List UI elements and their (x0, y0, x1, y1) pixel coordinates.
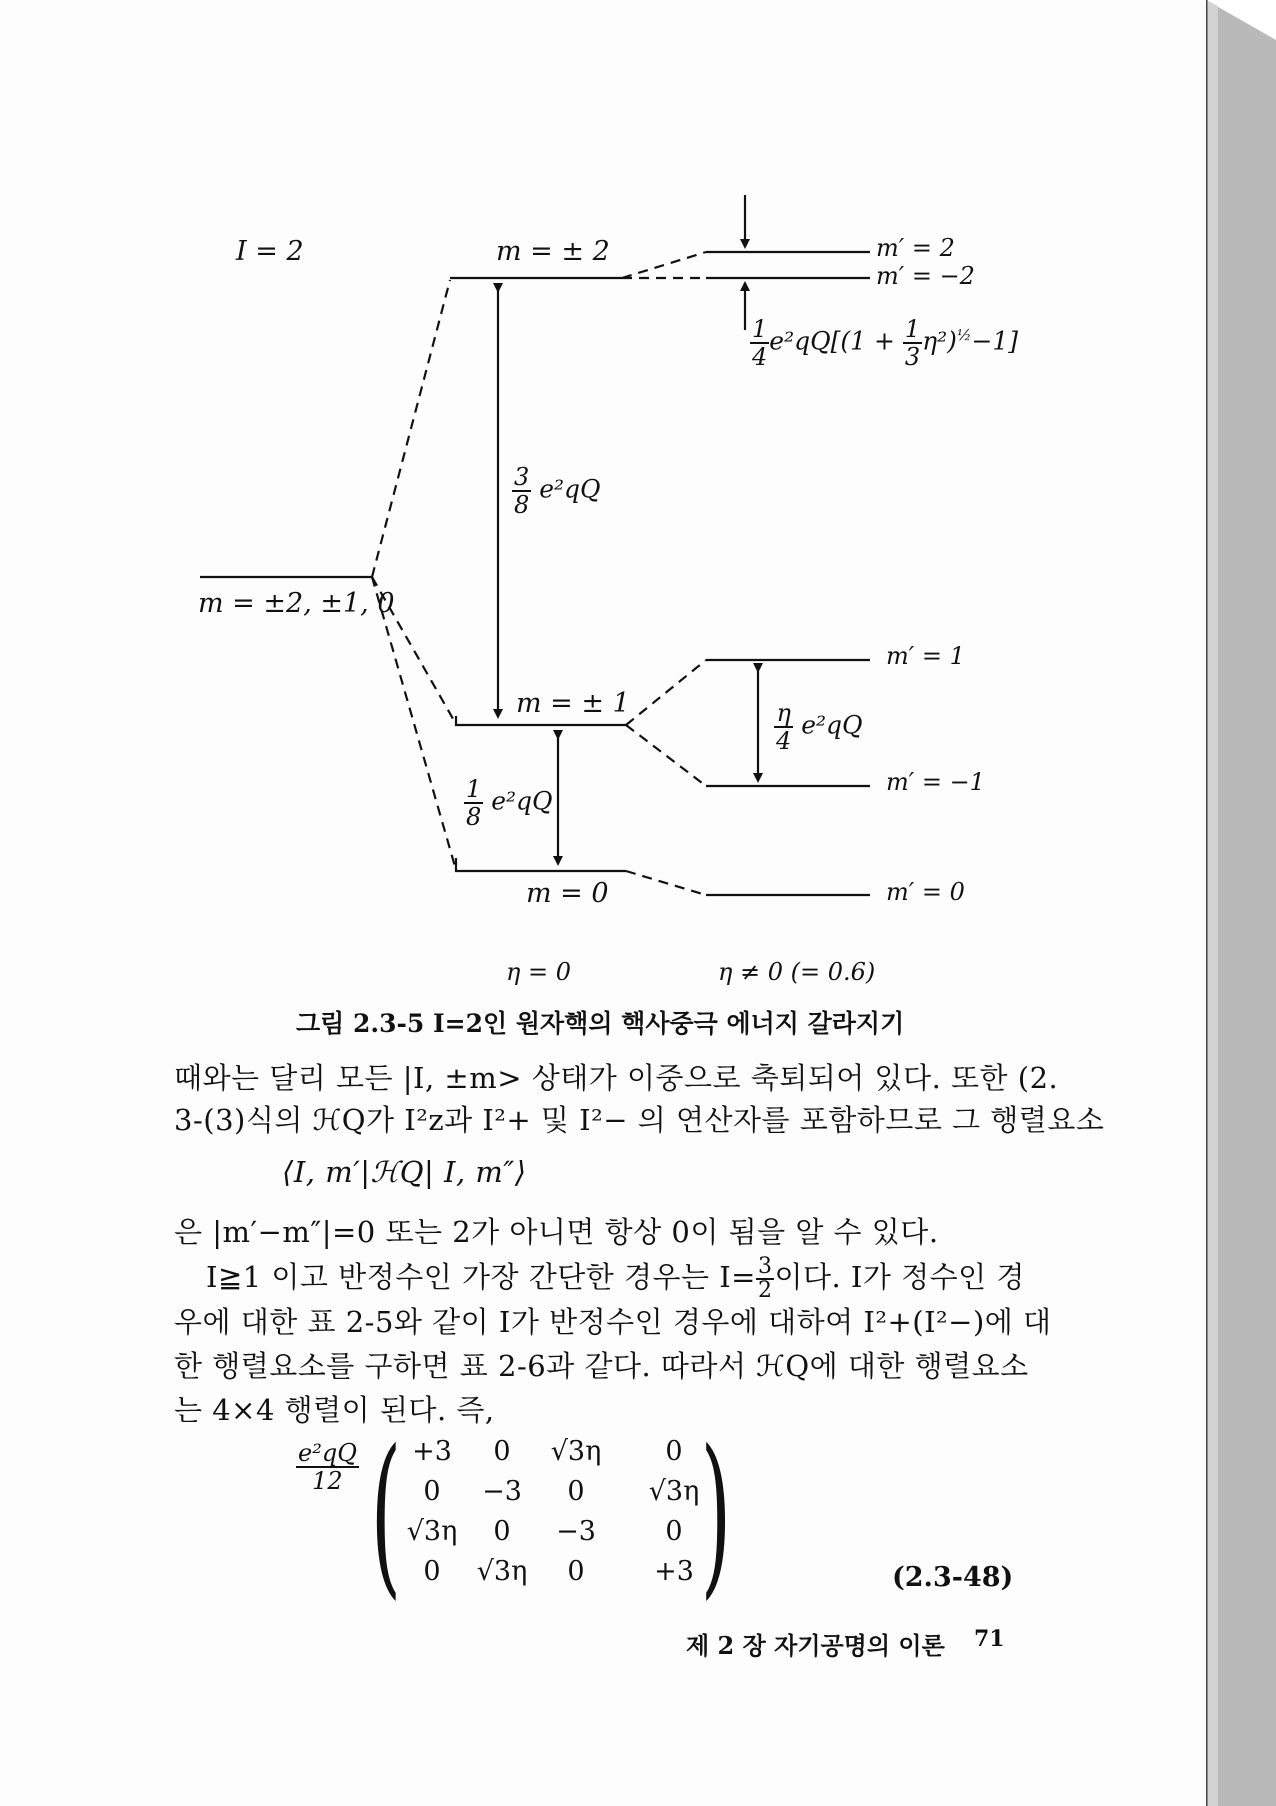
prefactor-denominator: 12 (312, 1467, 343, 1495)
frac-three-halves: $\frac{3}{2}$ (757, 1254, 773, 1303)
left-level-label: m = ±2, ±1, 0 (198, 588, 395, 619)
mp-0-label: m′ = 0 (886, 878, 965, 906)
matrix-cell: −3 (556, 1516, 596, 1547)
figure-caption: 그림 2.3-5 I=2인 원자핵의 핵사중극 에너지 갈라지기 (296, 1009, 905, 1038)
matrix-cell: 0 (423, 1476, 441, 1507)
matrix-cell: −3 (482, 1476, 522, 1507)
dash-split-neg1 (626, 725, 706, 786)
frac-one-quarter: $\frac{1}{4}$ (752, 315, 768, 371)
matrix-cell: 0 (567, 1476, 585, 1507)
body-line-3: 은 |m′−m″|=0 또는 2가 아니면 항상 0이 됨을 알 수 있다. (174, 1215, 939, 1249)
matrix-element-bracket: ⟨I, m′|ℋQ| I, m″⟩ (282, 1155, 527, 1189)
eta-zero-label: η = 0 (506, 958, 572, 986)
matrix-cell: 0 (493, 1516, 511, 1547)
matrix-cell: 0 (423, 1556, 441, 1587)
top-split-end: −1] (971, 326, 1019, 356)
prefactor-numerator: e²qQ (298, 1439, 357, 1467)
page-number: 71 (974, 1626, 1005, 1652)
m-0-label: m = 0 (526, 878, 609, 909)
body-line-6: 한 행렬요소를 구하면 표 2-6과 같다. 따라서 ℋQ에 대한 행렬요소 (174, 1349, 1029, 1383)
body-line-2: 3-(3)식의 ℋQ가 I²z과 I²+ 및 I²− 의 연산자를 포함하므로 그 행렬요소 (174, 1103, 1105, 1137)
body-line-1: 때와는 달리 모든 |I, ±m> 상태가 이중으로 축퇴되어 있다. 또한 (2. (174, 1061, 1059, 1095)
top-split-eta: η²) (922, 326, 957, 356)
m-pm1-label: m = ± 1 (516, 688, 630, 719)
matrix-cell: √3η (476, 1556, 528, 1587)
top-split-mid: e²qQ[(1 + (769, 326, 903, 356)
equation-number: (2.3-48) (892, 1562, 1014, 1593)
half-exponent: ½ (956, 326, 972, 345)
frac-eta-quarter: $\frac{\eta}{4}$ (776, 699, 792, 755)
gap-eta4-label: $\frac{\eta}{4}$ e²qQ (776, 699, 863, 755)
mp-2-label: m′ = 2 (876, 234, 955, 262)
frac-one-eighth: $\frac{1}{8}$ (466, 775, 482, 831)
body-line-4: I≧1 이고 반정수인 가장 간단한 경우는 I= $\frac{3}{2}$ 이다. I가 정수인 경 (206, 1254, 1025, 1303)
frac-one-third: $\frac{1}{3}$ (904, 315, 921, 371)
matrix-cell: √3η (550, 1436, 602, 1467)
matrix-cell: 0 (665, 1436, 683, 1467)
matrix-right-paren: ) (700, 1413, 732, 1616)
dash-to-m0 (372, 577, 456, 870)
level-m-0 (456, 858, 626, 871)
dash-split-1 (626, 660, 706, 725)
body-line-5: 우에 대한 표 2-5와 같이 I가 반정수인 경우에 대하여 I²+(I²−)에 대 (174, 1305, 1052, 1339)
body-line-7: 는 4×4 행렬이 된다. 즉, (174, 1393, 495, 1427)
matrix-prefactor (296, 1440, 359, 1494)
mp-1-label: m′ = 1 (886, 642, 965, 670)
top-split-expression (750, 316, 1018, 370)
dash-to-m2 (372, 280, 450, 577)
matrix-cell: 0 (665, 1516, 683, 1547)
matrix-cell: 0 (567, 1556, 585, 1587)
dash-split-0 (626, 871, 706, 895)
m-pm2-label: m = ± 2 (496, 236, 610, 267)
gap-38-label: $\frac{3}{8}$ e²qQ (514, 463, 601, 519)
matrix-cell: +3 (412, 1436, 452, 1467)
eta-nonzero-label: η ≠ 0 (= 0.6) (718, 958, 876, 986)
matrix-cell: +3 (654, 1556, 694, 1587)
matrix-cell: 0 (493, 1436, 511, 1467)
matrix-cell: √3η (406, 1516, 458, 1547)
chapter-footer: 제 2 장 자기공명의 이론 (686, 1631, 945, 1660)
mp-neg2-label: m′ = −2 (876, 262, 975, 290)
matrix-body (392, 1436, 732, 1596)
dash-split-2 (622, 252, 706, 278)
mp-neg1-label: m′ = −1 (886, 768, 985, 796)
matrix-left-paren: ( (370, 1413, 402, 1616)
frac-three-eighths: $\frac{3}{8}$ (514, 463, 530, 519)
i-label: I = 2 (236, 236, 304, 267)
gap-18-label: $\frac{1}{8}$ e²qQ (466, 775, 553, 831)
matrix-cell: √3η (648, 1476, 700, 1507)
